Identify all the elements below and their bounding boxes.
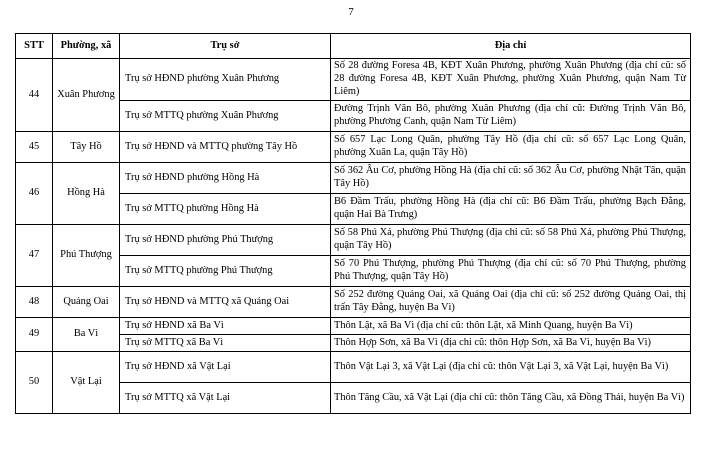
- ward-cell: Hồng Hà: [53, 163, 120, 225]
- header-office: Trụ sở: [120, 34, 331, 59]
- ward-cell: Quảng Oai: [53, 287, 120, 318]
- stt-cell: 49: [16, 318, 53, 352]
- address-cell: Số 58 Phú Xá, phường Phú Thượng (địa chỉ cũ: số 58 Phú Xá, phường Phú Thượng, quận Tây Hồ): [331, 225, 691, 256]
- address-cell: B6 Đầm Trấu, phường Hồng Hà (địa chỉ cũ: B6 Đầm Trấu, phường Bạch Đằng, quận Hai Bà Trưng): [331, 194, 691, 225]
- table-row: [16, 59, 691, 101]
- stt-cell: 45: [16, 132, 53, 163]
- address-cell: Số 252 đường Quảng Oai, xã Quảng Oai (địa chỉ cũ: số 252 đường Quảng Oai, thị trấn Tây Đằng, huyện Ba Vì): [331, 287, 691, 318]
- table-row: [16, 352, 691, 383]
- office-cell: Trụ sở MTTQ xã Ba Vì: [120, 335, 331, 352]
- office-cell: Trụ sở MTTQ phường Xuân Phương: [120, 101, 331, 132]
- table-row: [16, 163, 691, 194]
- office-cell: Trụ sở HĐND phường Xuân Phương: [120, 59, 331, 101]
- ward-cell: Tây Hồ: [53, 132, 120, 163]
- stt-cell: 47: [16, 225, 53, 287]
- office-cell: Trụ sở HĐND phường Hồng Hà: [120, 163, 331, 194]
- office-cell: Trụ sở MTTQ phường Hồng Hà: [120, 194, 331, 225]
- table-row: [16, 225, 691, 256]
- address-cell: Thôn Tăng Cầu, xã Vật Lại (địa chỉ cũ: thôn Tăng Cầu, xã Đồng Thái, huyện Ba Vì): [331, 383, 691, 414]
- table-header-row: [16, 34, 691, 59]
- page-number: 7: [348, 6, 354, 18]
- header-stt: STT: [16, 34, 53, 59]
- header-address: Địa chỉ: [331, 34, 691, 59]
- address-cell: Số 28 đường Foresa 4B, KĐT Xuân Phương, phường Xuân Phương (địa chỉ cũ: số 28 đường Foresa 4B, KĐT Xuân Phương, phường Xuân Phương, quận Nam Từ Liêm): [331, 59, 691, 101]
- address-cell: Số 657 Lạc Long Quân, phường Tây Hồ (địa chỉ cũ: số 657 Lạc Long Quân, phường Xuân La, quận Tây Hồ): [331, 132, 691, 163]
- stt-cell: 46: [16, 163, 53, 225]
- address-cell: Thôn Hợp Sơn, xã Ba Vì (địa chỉ cũ: thôn Hợp Sơn, xã Ba Vì, huyện Ba Vì): [331, 335, 691, 352]
- address-cell: Thôn Lặt, xã Ba Vì (địa chỉ cũ: thôn Lặt, xã Minh Quang, huyện Ba Vì): [331, 318, 691, 335]
- address-cell: Thôn Vật Lại 3, xã Vật Lại (địa chỉ cũ: thôn Vật Lại 3, xã Vật Lại, huyện Ba Vì): [331, 352, 691, 383]
- table-row: [16, 132, 691, 163]
- office-cell: Trụ sở HĐND và MTTQ xã Quảng Oai: [120, 287, 331, 318]
- ward-cell: Phú Thượng: [53, 225, 120, 287]
- header-ward: Phường, xã: [53, 34, 120, 59]
- office-cell: Trụ sở MTTQ phường Phú Thượng: [120, 256, 331, 287]
- office-address-table: [15, 33, 691, 414]
- table-row: [16, 318, 691, 335]
- address-cell: Số 70 Phú Thượng, phường Phú Thượng (địa chỉ cũ: số 70 Phú Thượng, phường Phú Thượng, quận Tây Hồ): [331, 256, 691, 287]
- office-cell: Trụ sở HĐND xã Ba Vì: [120, 318, 331, 335]
- stt-cell: 44: [16, 59, 53, 132]
- address-cell: Đường Trịnh Văn Bô, phường Xuân Phương (địa chỉ cũ: Đường Trịnh Văn Bô, phường Phương Canh, quận Nam Từ Liêm): [331, 101, 691, 132]
- office-cell: Trụ sở MTTQ xã Vật Lại: [120, 383, 331, 414]
- office-cell: Trụ sở HĐND phường Phú Thượng: [120, 225, 331, 256]
- address-cell: Số 362 Âu Cơ, phường Hồng Hà (địa chỉ cũ: số 362 Âu Cơ, phường Nhật Tân, quận Tây Hồ): [331, 163, 691, 194]
- office-cell: Trụ sở HĐND xã Vật Lại: [120, 352, 331, 383]
- stt-cell: 50: [16, 352, 53, 414]
- office-cell: Trụ sở HĐND và MTTQ phường Tây Hồ: [120, 132, 331, 163]
- ward-cell: Ba Vì: [53, 318, 120, 352]
- stt-cell: 48: [16, 287, 53, 318]
- ward-cell: Vật Lại: [53, 352, 120, 414]
- ward-cell: Xuân Phương: [53, 59, 120, 132]
- table-row: [16, 287, 691, 318]
